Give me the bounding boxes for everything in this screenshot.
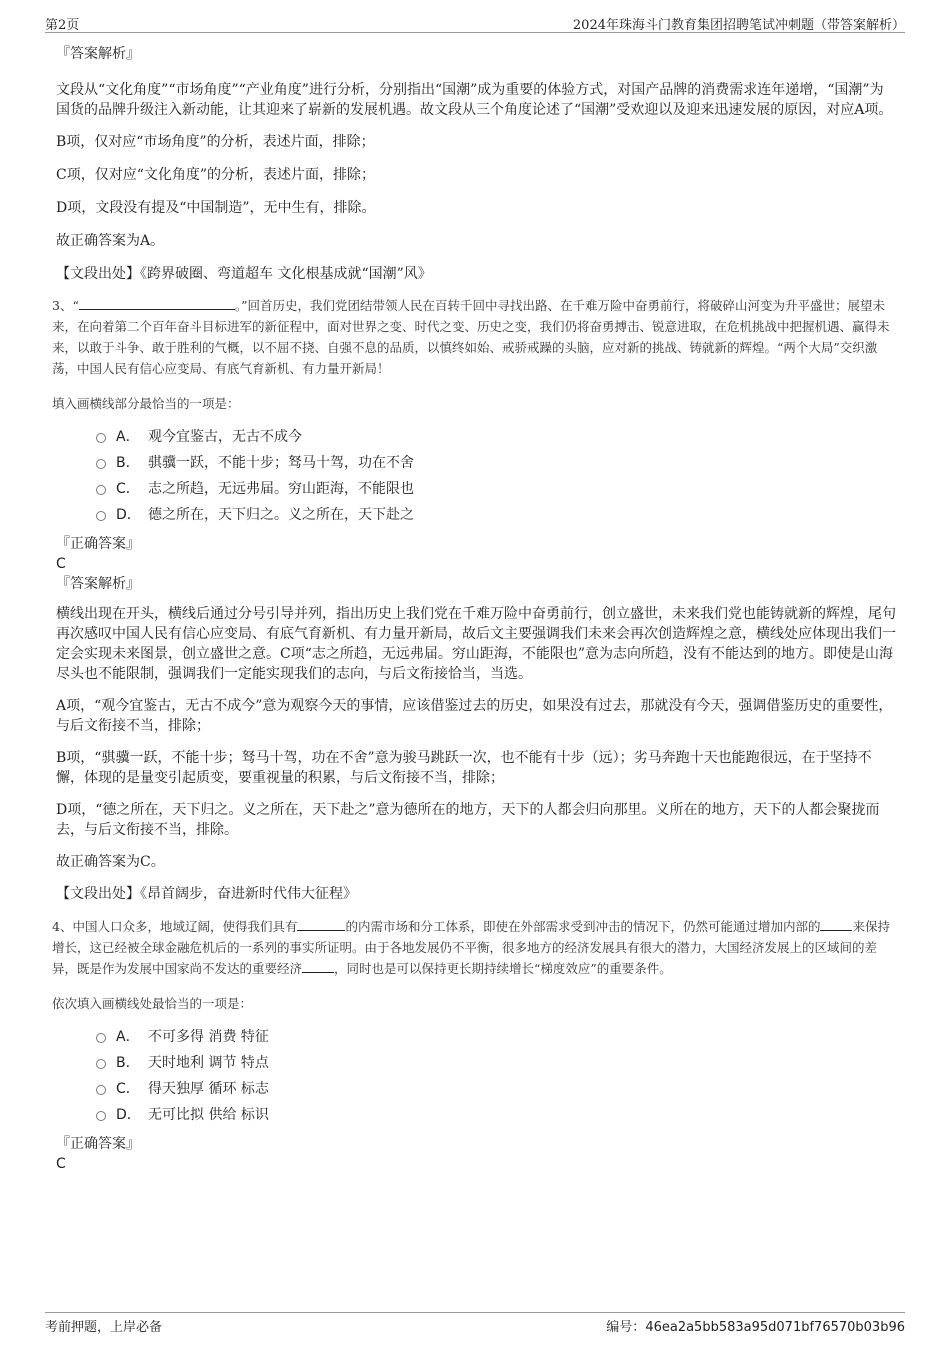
q2-source: 【文段出处】《跨界破圈、弯道超车 文化根基成就“国潮”风》 [56,266,432,282]
q3-source: 【文段出处】《昂首阔步，奋进新时代伟大征程》 [56,886,357,902]
q4-answer: C [56,1156,66,1172]
q2-option-b-note: B项，仅对应“市场角度”的分析，表述片面，排除； [56,134,375,150]
radio-icon[interactable] [96,433,106,443]
q4-instruction: 依次填入画横线处最恰当的一项是： [52,996,253,1011]
q2-option-d-note: D项，文段没有提及“中国制造”，无中生有，排除。 [56,200,376,216]
q2-conclusion: 故正确答案为A。 [56,233,165,249]
q4-option-d[interactable]: D． 无可比拟 供给 标识 [96,1102,896,1128]
q4-blank-2 [820,916,852,931]
q3-number: 3、“ [52,298,79,313]
q3-option-c[interactable]: C． 志之所趋，无远弗届。穷山距海，不能限也 [96,476,896,502]
q2-analysis-text: 文段从“文化角度”“市场角度”“产业角度”进行分析，分别指出“国潮”成为重要的体验方式，对国产品牌的消费需求连年递增，“国潮”为国货的品牌升级注入新动能，让其迎来了崭新的发展机遇。故文段从三个角度论述了“国潮”受欢迎以及迎来迅速发展的原因，对应A项。 [56,82,893,118]
q3-option-a-note: A项，“观今宜鉴古，无古不成今”意为观察今天的事情，应该借鉴过去的历史，如果没有过去，那就没有今天，强调借鉴历史的重要性，与后文衔接不当，排除； [56,698,893,734]
q3-stem [52,295,896,379]
q4-blank-3 [302,958,334,973]
q3-option-a[interactable]: A． 观今宜鉴古，无古不成今 [96,424,896,450]
q3-option-b[interactable]: B． 骐骥一跃，不能十步；驽马十驾，功在不舍 [96,450,896,476]
footer-serial: 编号：46ea2a5bb583a95d071bf76570b03b96 [606,1320,905,1335]
footer-slogan: 考前押题，上岸必备 [45,1320,163,1335]
radio-icon[interactable] [96,459,106,469]
q4-option-c[interactable]: C． 得天独厚 循环 标志 [96,1076,896,1102]
q3-blank [79,295,235,310]
q3-options [96,424,896,528]
q3-instruction: 填入画横线部分最恰当的一项是： [52,396,240,411]
q3-answer: C [56,556,66,572]
document-title: 2024年珠海斗门教育集团招聘笔试冲刺题（带答案解析） [572,18,905,33]
radio-icon[interactable] [96,1085,106,1095]
radio-icon[interactable] [96,1033,106,1043]
radio-icon[interactable] [96,485,106,495]
radio-icon[interactable] [96,1111,106,1121]
q2-analysis-label: 『答案解析』 [56,46,140,62]
q4-answer-label: 『正确答案』 [56,1136,140,1152]
q4-option-a[interactable]: A． 不可多得 消费 特征 [96,1024,896,1050]
q3-analysis-label: 『答案解析』 [56,576,140,592]
radio-icon[interactable] [96,511,106,521]
q3-conclusion: 故正确答案为C。 [56,854,165,870]
q3-option-b-note: B项，“骐骥一跃，不能十步；驽马十驾，功在不舍”意为骏马跳跃一次，也不能有十步（远）；劣马奔跑十天也能跑很远，在于坚持不懈，体现的是量变引起质变，要重视量的积累，与后文衔接不当，排除； [56,750,872,786]
q4-blank-1 [297,916,345,931]
q3-option-d[interactable]: D． 德之所在，天下归之。义之所在，天下赴之 [96,502,896,528]
q4-options [96,1024,896,1128]
page-number: 第2页 [45,18,80,33]
q4-stem: 4、中国人口众多，地域辽阔，使得我们具有 的内需市场和分工体系，即使在外部需求受到冲击的情况下，仍然可能通过增加内部的 来保持增长，这已经被全球金融危机后的一系列的事实所证明。由于各地发展仍不平衡，很多地方的经济发展具有很大的潜力，大国经济发展上的区域间的差异，既是作为发展中国家尚不发达的重要经济 ，同时也是可以保持更长期持续增长“梯度效应”的重要条件。 [52,916,896,979]
q2-option-c-note: C项，仅对应“文化角度”的分析，表述片面，排除； [56,167,376,183]
q3-answer-label: 『正确答案』 [56,536,140,552]
q3-option-d-note: D项，“德之所在，天下归之。义之所在，天下赴之”意为德所在的地方，天下的人都会归向那里。义所在的地方，天下的人都会聚拢而去，与后文衔接不当，排除。 [56,802,880,838]
page-content [52,44,896,1174]
q4-option-b[interactable]: B． 天时地利 调节 特点 [96,1050,896,1076]
q3-analysis-text: 横线出现在开头，横线后通过分号引导并列，指出历史上我们党在千难万险中奋勇前行，创立盛世，未来我们党也能铸就新的辉煌，尾句再次感叹中国人民有信心应变局、有底气育新机、有力量开新局，故后文主要强调我们未来会再次创造辉煌之意，横线处应体现出我们一定会实现未来图景，创立盛世之意。C项“志之所趋，无远弗届。穷山距海，不能限也”意为志向所趋，没有不能达到的地方。即使是山海尽头也不能限制，强调我们一定能实现我们的志向，与后文衔接恰当，当选。 [56,606,896,682]
q3-stem-text: 。”回首历史，我们党团结带领人民在百转千回中寻找出路、在千难万险中奋勇前行，将破碎山河变为升平盛世；展望未来，在向着第二个百年奋斗目标进军的新征程中，面对世界之变、时代之变、历史之变，我们仍将奋勇搏击、锐意进取，在危机挑战中把握机遇、赢得未来，以敢于斗争、敢于胜利的气概，以不屈不挠、自强不息的品质，以慎终如始、戒骄戒躁的头脑，应对新的挑战、铸就新的辉煌。“两个大局”交织激荡，中国人民有信心应变局、有底气育新机、有力量开新局！ [52,298,890,376]
page-footer [45,1312,905,1335]
radio-icon[interactable] [96,1059,106,1069]
page-header [45,14,905,33]
